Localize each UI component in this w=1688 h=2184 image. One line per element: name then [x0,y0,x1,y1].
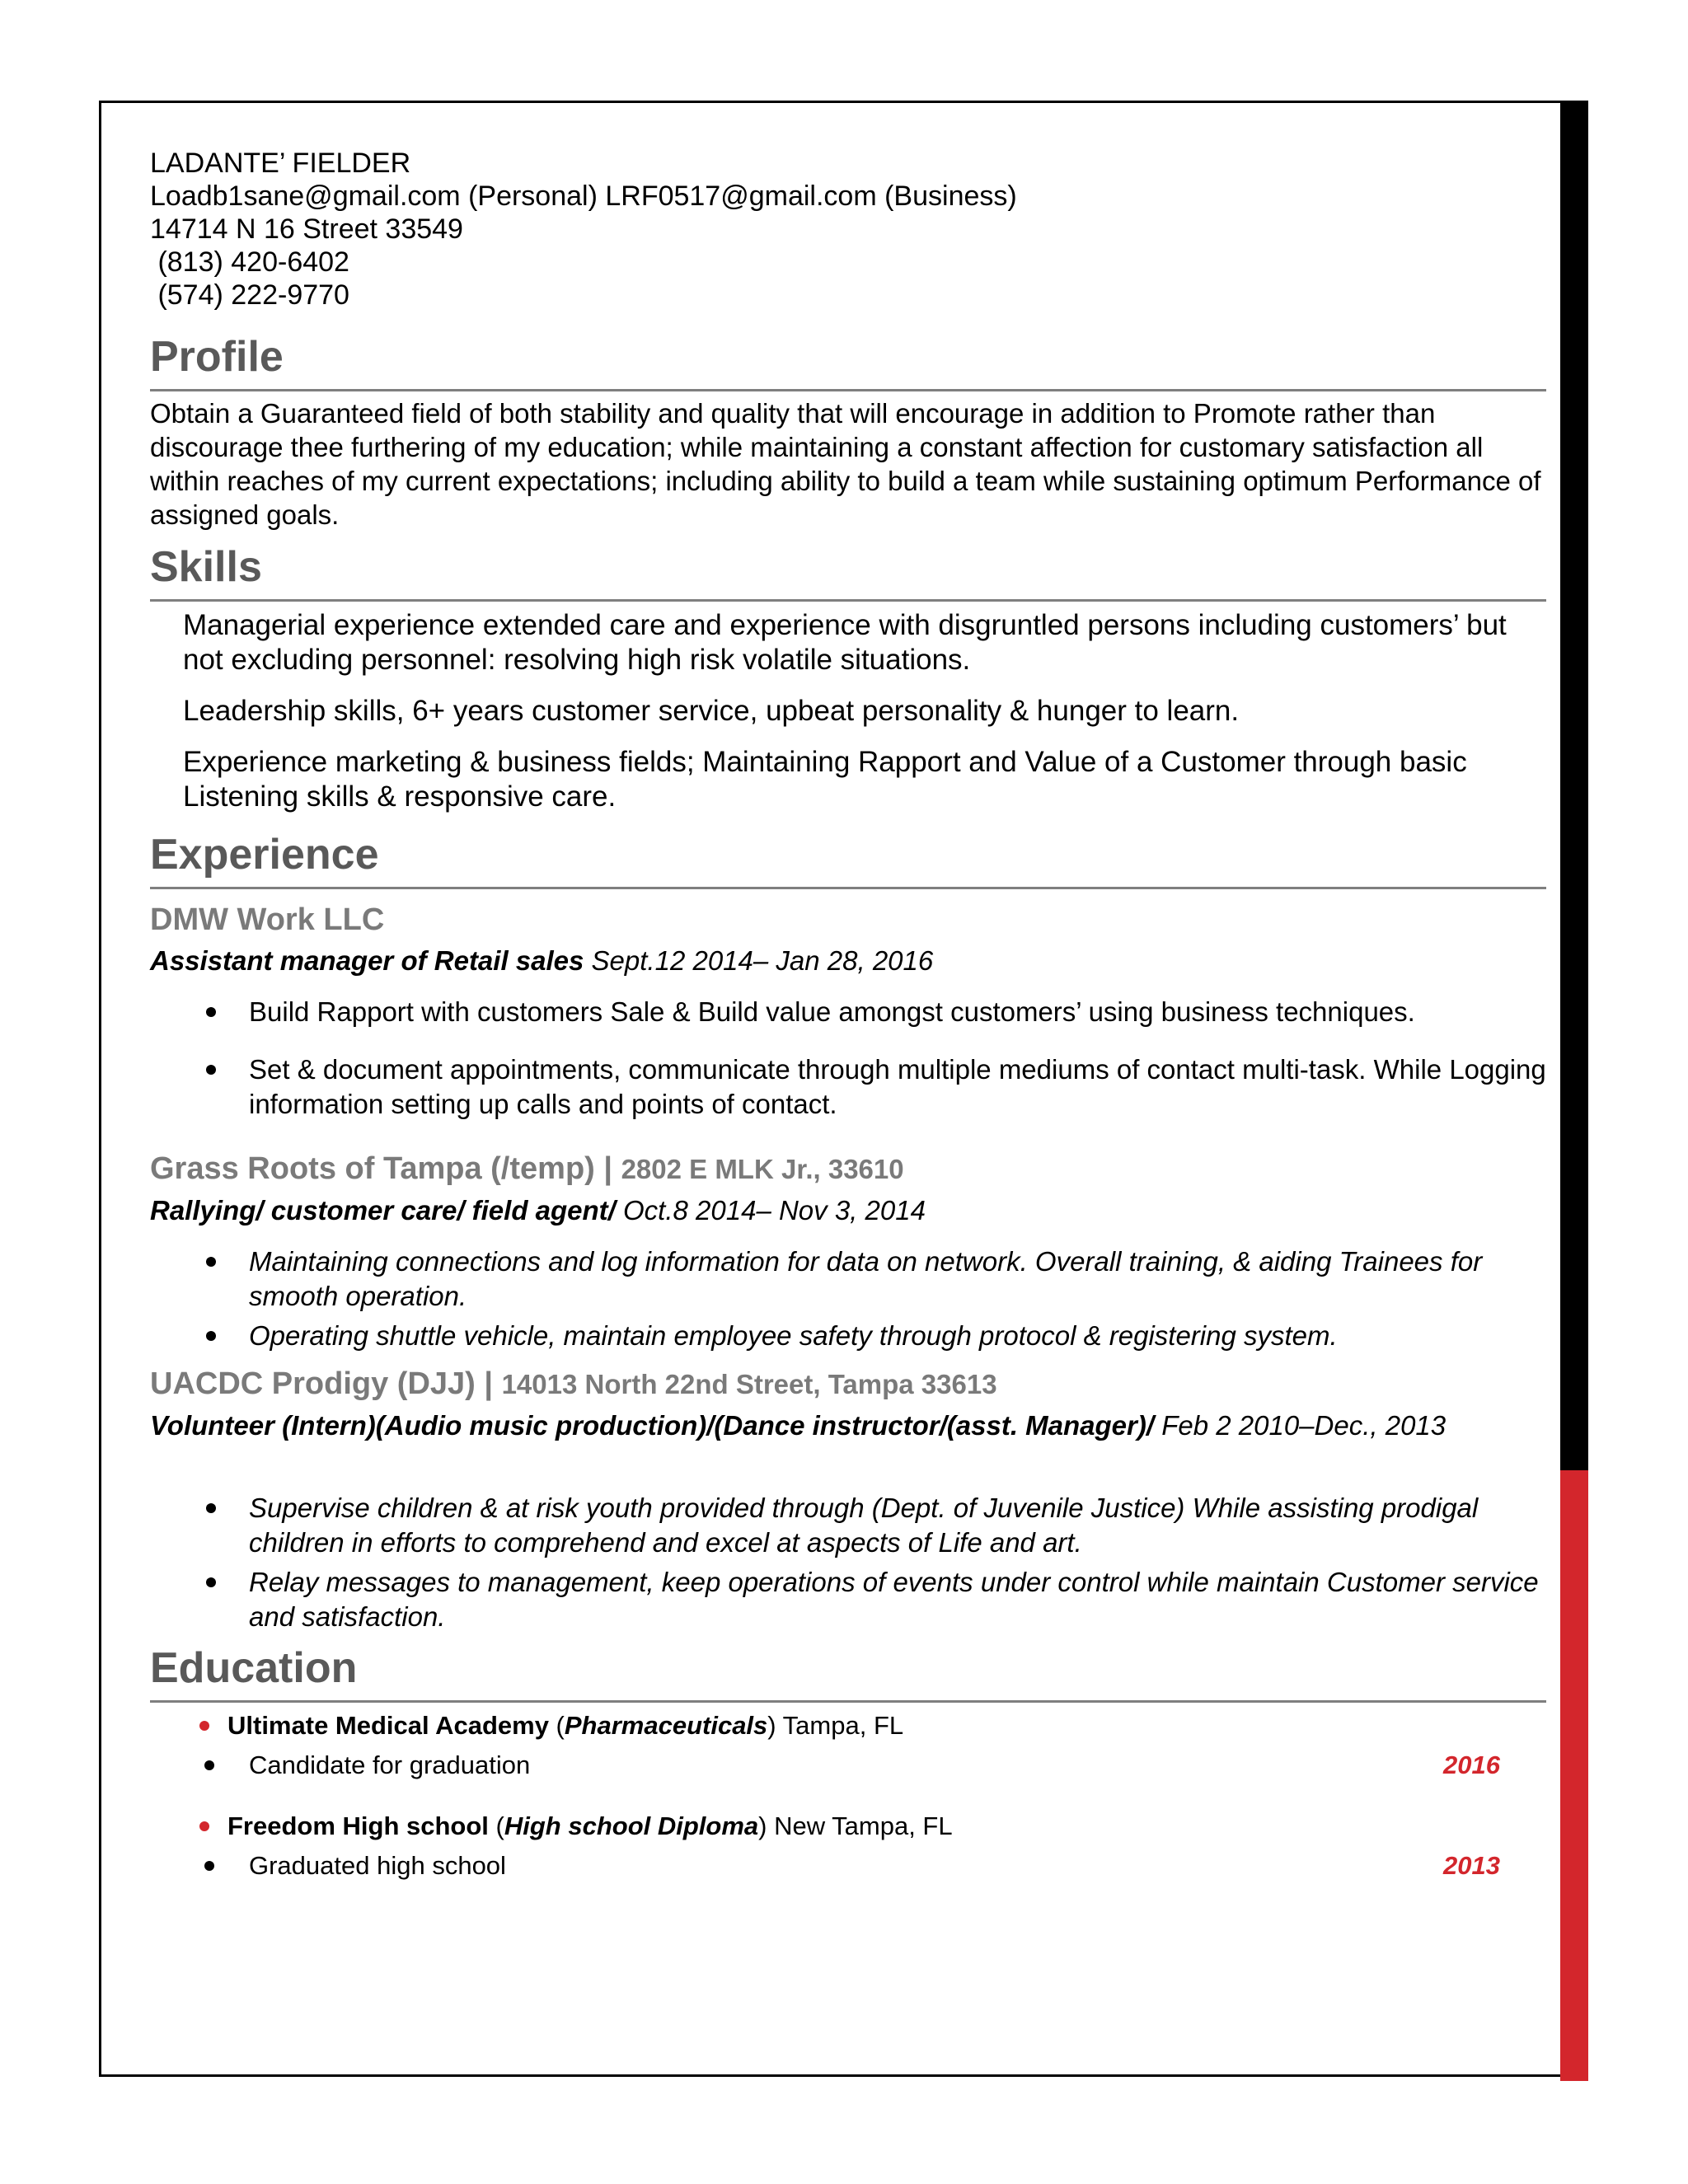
employer-name [150,1150,1546,1188]
job-dates: Oct.8 2014– Nov 3, 2014 [615,1195,926,1226]
bullet-icon [204,1760,214,1770]
job-entry [150,901,1546,1122]
email-addresses: Loadb1sane@gmail.com (Personal) LRF0517@gmail.com (Business) [150,180,1017,212]
street-address: 14714 N 16 Street 33549 [150,213,463,245]
job-dates: Sept.12 2014– Jan 28, 2016 [584,945,934,976]
school-program: High school Diploma [504,1811,759,1840]
resume-content [150,147,1546,1882]
bullet-icon [199,1821,209,1831]
role-line [150,1408,1546,1443]
job-bullets [150,1244,1546,1353]
job-bullet: Maintaining connections and log information for data on network. Overall training, & aiding Trainees for smooth operation. [249,1244,1546,1314]
skills-list [183,608,1546,814]
employer-address: 2802 E MLK Jr., 33610 [621,1154,904,1184]
job-bullet: Supervise children & at risk youth provided through (Dept. of Juvenile Justice) While assisting prodigal children in efforts to comprehend and excel at aspects of Life and art. [249,1491,1546,1560]
job-entry [150,1365,1546,1634]
job-role: Assistant manager of Retail sales [150,945,584,976]
school-status-line [150,1849,1546,1882]
school-year: 2016 [1443,1750,1500,1779]
school-name: Ultimate Medical Academy [227,1711,549,1740]
school-line: Ultimate Medical Academy (Pharmaceuticals) Tampa, FL [150,1709,1546,1742]
job-role: Volunteer (Intern)(Audio music production)/(Dance instructor/(asst. Manager)/ [150,1410,1155,1441]
bullet-icon [204,1861,214,1871]
school-line: Freedom High school (High school Diploma) New Tampa, FL [150,1810,1546,1843]
contact-block [150,147,1546,312]
phone-number-2: (574) 222-9770 [150,279,349,311]
school-name: Freedom High school [227,1811,489,1840]
job-bullet: Operating shuttle vehicle, maintain employee safety through protocol & registering system. [249,1319,1546,1353]
school-program: Pharmaceuticals [564,1711,768,1740]
employer-name [150,901,1546,939]
education-entry [150,1810,1546,1882]
education-entry [150,1709,1546,1782]
education-heading: Education [150,1644,1546,1703]
job-bullet: Set & document appointments, communicate through multiple mediums of contact multi-task. While Logging information setting up calls and points of contact. [249,1052,1546,1122]
school-status-line [150,1749,1546,1782]
employer-label: Grass Roots of Tampa (/temp) | [150,1151,621,1186]
job-bullet: Build Rapport with customers Sale & Build value amongst customers’ using business techniques. [249,995,1546,1029]
employer-label: UACDC Prodigy (DJJ) | [150,1366,502,1401]
skill-item: Managerial experience extended care and experience with disgruntled persons including customers’ but not excluding personnel: resolving high risk volatile situations. [183,609,1507,676]
school-location: Tampa, FL [776,1711,904,1740]
job-entry [150,1150,1546,1353]
experience-heading: Experience [150,831,1546,889]
bullet-icon [199,1721,209,1731]
job-dates: Feb 2 2010–Dec., 2013 [1154,1410,1447,1441]
profile-heading: Profile [150,333,1546,391]
job-role: Rallying/ customer care/ field agent/ [150,1195,616,1226]
job-bullet: Relay messages to management, keep operations of events under control while maintain Customer service and satisfaction. [249,1565,1546,1634]
school-status: Candidate for graduation [249,1750,531,1779]
school-year: 2013 [1443,1851,1500,1880]
employer-name [150,1365,1546,1404]
employer-label: DMW Work LLC [150,902,385,937]
side-accent-bar-black [1560,101,1588,1470]
skills-heading: Skills [150,543,1546,602]
employer-address: 14013 North 22nd Street, Tampa 33613 [501,1369,997,1399]
phone-number-1: (813) 420-6402 [150,246,349,278]
applicant-name: LADANTE’ FIELDER [150,148,411,179]
side-accent-bar-red [1560,1470,1588,2081]
role-line [150,944,1546,978]
job-bullets [150,995,1546,1122]
profile-text: Obtain a Guaranteed field of both stability and quality that will encourage in addition to Promote rather than discourage thee furthering of my education; while maintaining a constant affection for customary satisfaction all within reaches of my current expectations; including ability to build a team while sustaining optimum Performance of assigned goals. [150,398,1541,530]
school-location: New Tampa, FL [767,1811,953,1840]
job-bullets [150,1491,1546,1634]
role-line [150,1193,1546,1228]
school-status: Graduated high school [249,1851,506,1880]
skill-item: Leadership skills, 6+ years customer service, upbeat personality & hunger to learn. [183,695,1240,727]
skill-item: Experience marketing & business fields; Maintaining Rapport and Value of a Customer through basic Listening skills & responsive care. [183,746,1467,813]
